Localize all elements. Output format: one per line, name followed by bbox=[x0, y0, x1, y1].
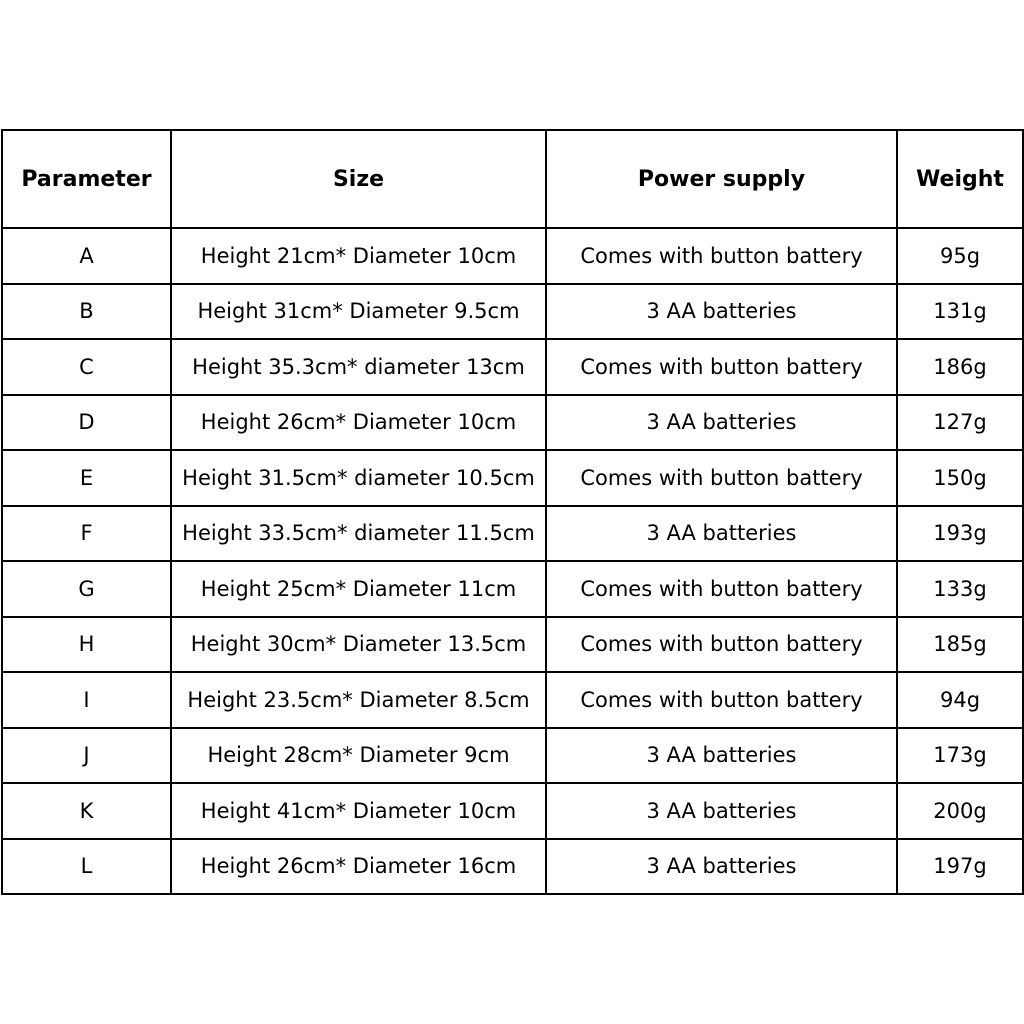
table-row bbox=[2, 672, 1023, 728]
cell-power-supply: 3 AA batteries bbox=[546, 783, 897, 839]
cell-size: Height 41cm* Diameter 10cm bbox=[171, 783, 546, 839]
cell-parameter: E bbox=[2, 450, 171, 506]
cell-power-supply: Comes with button battery bbox=[546, 561, 897, 617]
cell-parameter: L bbox=[2, 839, 171, 895]
cell-parameter: J bbox=[2, 728, 171, 784]
cell-parameter: H bbox=[2, 617, 171, 673]
cell-parameter: C bbox=[2, 339, 171, 395]
cell-parameter: A bbox=[2, 228, 171, 284]
header-size: Size bbox=[171, 130, 546, 228]
table-row bbox=[2, 783, 1023, 839]
table-row bbox=[2, 339, 1023, 395]
header-power-supply: Power supply bbox=[546, 130, 897, 228]
cell-power-supply: 3 AA batteries bbox=[546, 395, 897, 451]
cell-size: Height 26cm* Diameter 16cm bbox=[171, 839, 546, 895]
table-row bbox=[2, 839, 1023, 895]
table-row bbox=[2, 506, 1023, 562]
cell-weight: 186g bbox=[897, 339, 1023, 395]
cell-size: Height 35.3cm* diameter 13cm bbox=[171, 339, 546, 395]
cell-power-supply: 3 AA batteries bbox=[546, 284, 897, 340]
cell-size: Height 33.5cm* diameter 11.5cm bbox=[171, 506, 546, 562]
cell-size: Height 31.5cm* diameter 10.5cm bbox=[171, 450, 546, 506]
spec-table bbox=[1, 129, 1024, 895]
cell-power-supply: Comes with button battery bbox=[546, 672, 897, 728]
cell-parameter: B bbox=[2, 284, 171, 340]
table-row bbox=[2, 561, 1023, 617]
cell-parameter: F bbox=[2, 506, 171, 562]
cell-size: Height 25cm* Diameter 11cm bbox=[171, 561, 546, 617]
cell-weight: 185g bbox=[897, 617, 1023, 673]
cell-weight: 200g bbox=[897, 783, 1023, 839]
cell-power-supply: Comes with button battery bbox=[546, 450, 897, 506]
header-weight: Weight bbox=[897, 130, 1023, 228]
table-row bbox=[2, 450, 1023, 506]
cell-size: Height 31cm* Diameter 9.5cm bbox=[171, 284, 546, 340]
cell-parameter: D bbox=[2, 395, 171, 451]
cell-weight: 133g bbox=[897, 561, 1023, 617]
cell-power-supply: 3 AA batteries bbox=[546, 839, 897, 895]
cell-size: Height 26cm* Diameter 10cm bbox=[171, 395, 546, 451]
cell-parameter: K bbox=[2, 783, 171, 839]
table-row bbox=[2, 617, 1023, 673]
table-row bbox=[2, 228, 1023, 284]
table-header bbox=[2, 130, 1023, 228]
table-row bbox=[2, 284, 1023, 340]
cell-weight: 173g bbox=[897, 728, 1023, 784]
cell-weight: 197g bbox=[897, 839, 1023, 895]
cell-weight: 131g bbox=[897, 284, 1023, 340]
cell-weight: 95g bbox=[897, 228, 1023, 284]
table-body bbox=[2, 228, 1023, 894]
cell-size: Height 30cm* Diameter 13.5cm bbox=[171, 617, 546, 673]
cell-power-supply: Comes with button battery bbox=[546, 228, 897, 284]
header-parameter: Parameter bbox=[2, 130, 171, 228]
cell-weight: 193g bbox=[897, 506, 1023, 562]
header-row bbox=[2, 130, 1023, 228]
cell-size: Height 23.5cm* Diameter 8.5cm bbox=[171, 672, 546, 728]
cell-power-supply: 3 AA batteries bbox=[546, 728, 897, 784]
cell-size: Height 21cm* Diameter 10cm bbox=[171, 228, 546, 284]
cell-size: Height 28cm* Diameter 9cm bbox=[171, 728, 546, 784]
table-row bbox=[2, 728, 1023, 784]
cell-weight: 127g bbox=[897, 395, 1023, 451]
cell-power-supply: Comes with button battery bbox=[546, 339, 897, 395]
cell-weight: 94g bbox=[897, 672, 1023, 728]
table-row bbox=[2, 395, 1023, 451]
cell-power-supply: Comes with button battery bbox=[546, 617, 897, 673]
cell-weight: 150g bbox=[897, 450, 1023, 506]
cell-parameter: I bbox=[2, 672, 171, 728]
cell-parameter: G bbox=[2, 561, 171, 617]
cell-power-supply: 3 AA batteries bbox=[546, 506, 897, 562]
